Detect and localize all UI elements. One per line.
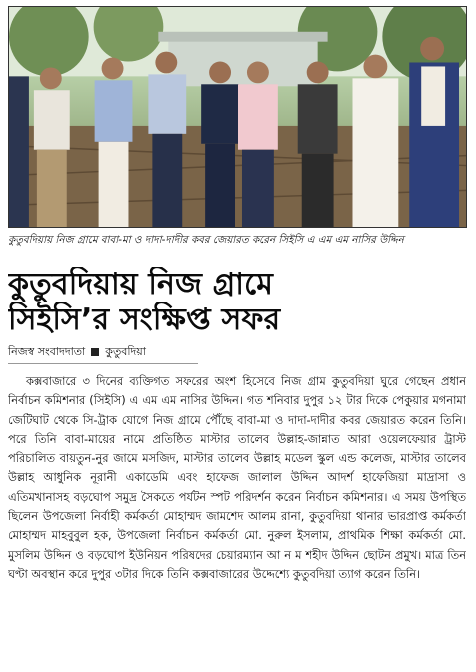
byline [8,343,198,364]
photo-illustration-icon [9,7,466,227]
photo-caption: কুতুবদিয়ায় নিজ গ্রামে বাবা-মা ও দাদা-দাদীর কবর জেয়ারত করেন সিইসি এ এম এম নাসির উদ্দিন [8,234,404,246]
news-photo [8,6,467,228]
article-body: কক্সবাজারে ৩ দিনের ব্যক্তিগত সফরের অংশ হিসেবে নিজ গ্রাম কুতুবদিয়া ঘুরে গেছেন প্রধান নির্বাচন কমিশনার (সিইসি) এ এম এম নাসির উদ্দিন। গত শনিবার দুপুর ১২ টার দিকে পেকুয়ার মগনামা জেটিঘাট থেকে সি-ট্রাক যোগে নিজ গ্রামে পৌঁছে বাবা-মা ও দাদা-দাদীর কবর জেয়ারত করেন তিনি। পরে তিনি বাবা-মায়ের নামে প্রতিষ্ঠিত মাস্টার তালেব উল্লাহ-জান্নাত আরা ওয়েলফেয়ার ট্রাস্ট পরিচালিত বায়তুন-নুর জামে মসজিদ, মাস্টার তালেব উল্লাহ মডেল স্কুল এন্ড কলেজ, মাস্টার তালেব উল্লাহ আধুনিক নূরানী একাডেমি এবং হাফেজ জালাল উদ্দিন আদর্শ হাফেজিয়া মাদ্রাসা ও এতিমখানাসহ বড়ঘোপ সমুদ্র সৈকতে পর্যটন স্পট পরিদর্শন করেন নির্বাচন কমিশনার। এ সময় উপস্থিত ছিলেন উপজেলা নির্বাহী কর্মকর্তা মোহাম্মদ জামশেদ আলম রানা, কুতুবদিয়া থানার ভারপ্রাপ্ত কর্মকর্তা মোহাম্মদ মাহবুবুল হক, উপজেলা নির্বাচন কর্মকর্তা মো. নুরুল ইসলাম, প্রাথমিক শিক্ষা কর্মকর্তা মো. মুসলিম উদ্দিন ও বড়ঘোপ ইউনিয়ন পরিষদের চেয়ারম্যান আ ন ম শহীদ উদ্দিন ছোটন প্রমুখ। মাত্র তিন ঘণ্টা অবস্থান করে দুপুর ৩টার দিকে তিনি কক্সবাজারের উদ্দেশ্যে কুতুবদিয়া ত্যাগ করেন তিনি। [8,374,466,581]
byline-author: নিজস্ব সংবাদদাতা [8,344,86,358]
headline-line-2: সিইসি’র সংক্ষিপ্ত সফর [8,302,281,337]
square-bullet-icon [91,348,99,356]
byline-location: কুতুবদিয়া [105,344,146,358]
headline-line-1: কুতুবদিয়ায় নিজ গ্রামে [8,267,274,302]
headline [8,267,468,339]
